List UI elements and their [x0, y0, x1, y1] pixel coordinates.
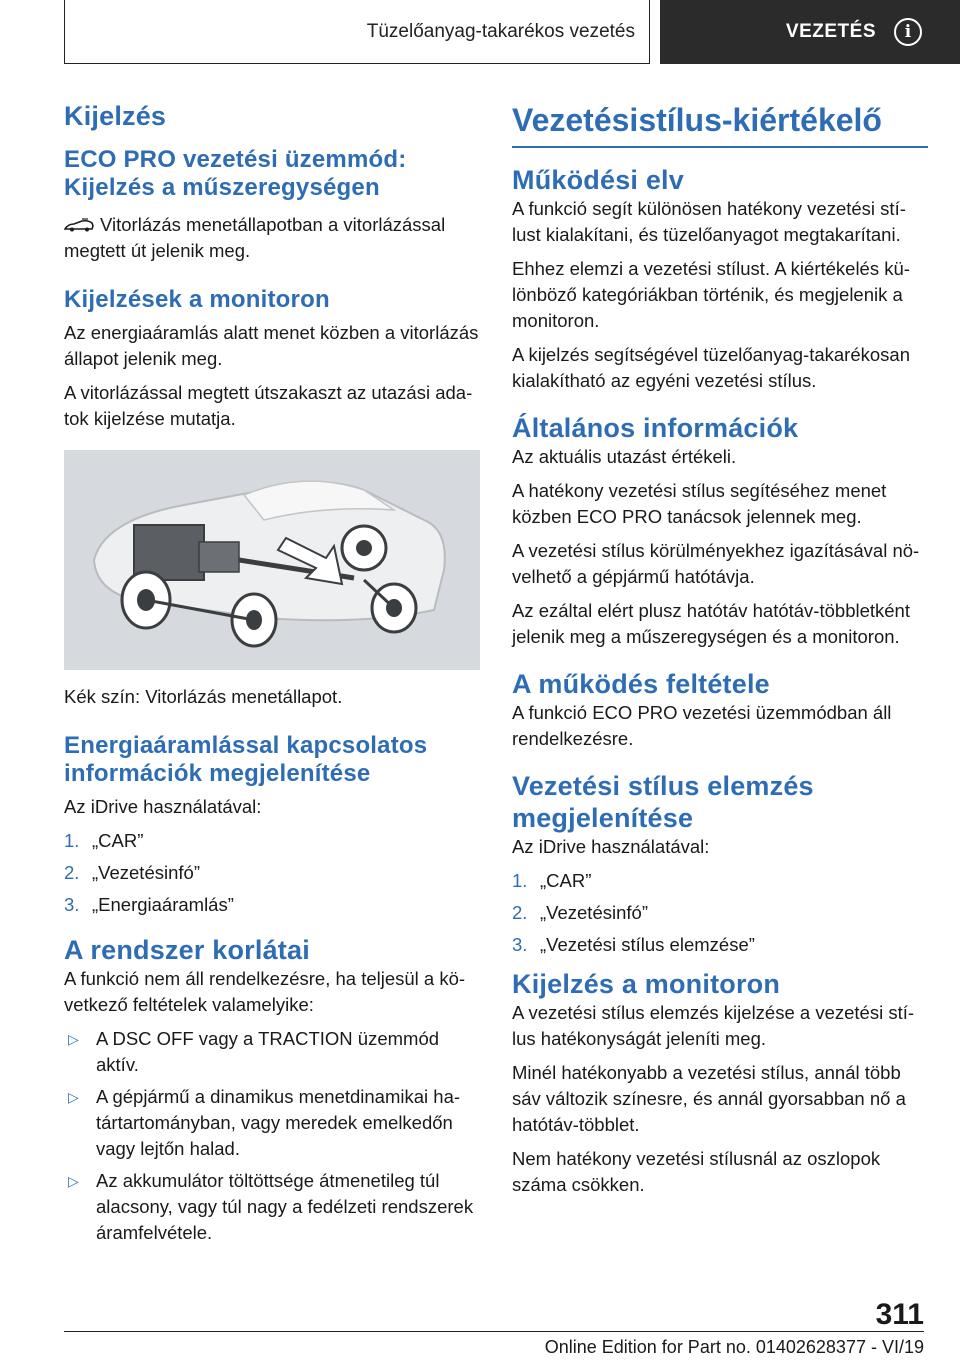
triangle-bullet-icon: ▷ — [68, 1089, 79, 1105]
limits-paragraph: A funkció nem áll rendelkezésre, ha teljesül a következő feltételek valamelyike: — [64, 968, 466, 1015]
left-column — [64, 100, 480, 1252]
step-text: „CAR” — [540, 870, 592, 891]
monitor-display-paragraph-3: Nem hatékony vezetési stílusnál az oszlopok száma csökken. — [512, 1148, 881, 1195]
heading-eco-pro: ECO PRO vezetési üzemmód: Kijelzés a műszeregységen — [64, 146, 407, 201]
list-item — [64, 892, 480, 918]
bullet-text: Az akkumulátor töltöttsége átmenetileg túl alacsony, vagy túl nagy a fedélzeti rendszerek áramfelvétele. — [96, 1170, 474, 1243]
list-item — [64, 828, 480, 854]
step-number: 2. — [512, 902, 528, 923]
section-header — [660, 0, 960, 64]
heading-condition: A működés feltétele — [512, 669, 770, 699]
step-number: 3. — [512, 934, 528, 955]
list-item — [512, 868, 928, 894]
principle-paragraph-3: A kijelzés segítségével tüzelőanyag-takarékosan kialakítható az egyéni vezetési stílus. — [512, 344, 910, 391]
monitor-paragraph-2: A vitorlázással megtett útszakaszt az utazási adatok kijelzése mutatja. — [64, 382, 473, 429]
car-illustration — [64, 450, 480, 670]
figure-caption: Kék szín: Vitorlázás menetállapot. — [64, 686, 343, 707]
heading-kijelzes: Kijelzés — [64, 101, 167, 131]
info-icon[interactable] — [894, 18, 922, 46]
energy-steps-list — [64, 828, 480, 918]
heading-limits: A rendszer korlátai — [64, 935, 310, 965]
car-cutaway-image — [64, 450, 480, 670]
idrive-paragraph: Az iDrive használatával: — [64, 796, 262, 817]
eco-text: Vitorlázás menetállapotban a vitorlázással megtett út jelenik meg. — [64, 214, 446, 261]
principle-paragraph-2: Ehhez elemzi a vezetési stílust. A kiértékelés különböző kategóriákban történik, és megjelenik a monitoron. — [512, 258, 910, 331]
general-paragraph-2: A hatékony vezetési stílus segítéséhez menet közben ECO PRO tanácsok jelennek meg. — [512, 480, 887, 527]
list-item — [512, 900, 928, 926]
list-item — [512, 932, 928, 958]
heading-analysis: Vezetési stílus elemzés megjelenítése — [512, 771, 814, 833]
section-title: VEZETÉS — [785, 21, 876, 42]
chapter-title: Tüzelőanyag-takarékos vezetés — [366, 20, 635, 42]
list-item — [64, 1168, 480, 1246]
principle-paragraph-1: A funkció segít különösen hatékony vezetési stílust kialakítani, és tüzelőanyagot megtakarítani. — [512, 198, 906, 245]
right-column — [512, 100, 928, 1206]
triangle-bullet-icon: ▷ — [68, 1031, 79, 1047]
eco-paragraph — [64, 212, 480, 264]
condition-paragraph: A funkció ECO PRO vezetési üzemmódban áll rendelkezésre. — [512, 702, 892, 749]
idrive-paragraph-right: Az iDrive használatával: — [512, 836, 710, 857]
monitor-display-paragraph-2: Minél hatékonyabb a vezetési stílus, annál több sáv változik színesre, és annál gyorsabban nő a hatótáv-többlet. — [512, 1062, 906, 1135]
step-text: „Vezetésinfó” — [540, 902, 648, 923]
step-text: „Vezetésinfó” — [92, 862, 200, 883]
bullet-text: A gépjármű a dinamikus menetdinamikai határtartományban, vagy meredek emelkedőn vagy lejtőn halad. — [96, 1086, 461, 1159]
step-number: 3. — [64, 894, 80, 915]
monitor-display-paragraph-1: A vezetési stílus elemzés kijelzése a vezetési stílus hatékonyságát jeleníti meg. — [512, 1002, 915, 1049]
step-text: „CAR” — [92, 830, 144, 851]
monitor-paragraph-1: Az energiaáramlás alatt menet közben a vitorlázás állapot jelenik meg. — [64, 322, 479, 369]
limits-bullet-list — [64, 1026, 480, 1246]
heading-general: Általános információk — [512, 413, 799, 443]
general-paragraph-4: Az ezáltal elért plusz hatótáv hatótáv-többletként jelenik meg a műszeregységen és a monitoron. — [512, 600, 910, 647]
step-text: „Energiaáramlás” — [92, 894, 234, 915]
list-item — [64, 860, 480, 886]
step-number: 2. — [64, 862, 80, 883]
heading-monitor: Kijelzések a monitoron — [64, 286, 330, 313]
info-icon-glyph: i — [904, 22, 912, 42]
analysis-steps-list — [512, 868, 928, 958]
edition-text: Online Edition for Part no. 01402628377 - VI/19 — [544, 1337, 924, 1357]
general-paragraph-1: Az aktuális utazást értékeli. — [512, 446, 737, 467]
page-title: Vezetésistílus-kiértékelő — [512, 100, 928, 148]
bullet-text: A DSC OFF vagy a TRACTION üzemmód aktív. — [96, 1028, 440, 1075]
heading-monitor-display: Kijelzés a monitoron — [512, 969, 781, 999]
sailing-car-icon — [64, 218, 94, 232]
footer-edition — [545, 1337, 924, 1358]
step-text: „Vezetési stílus elemzése” — [540, 934, 755, 955]
page-number: 311 — [875, 1298, 924, 1331]
step-number: 1. — [512, 870, 528, 891]
list-item — [64, 1026, 480, 1078]
heading-energy-flow: Energiaáramlással kapcsolatos információk megjelenítése — [64, 732, 428, 787]
list-item — [64, 1084, 480, 1162]
triangle-bullet-icon: ▷ — [68, 1173, 79, 1189]
heading-principle: Működési elv — [512, 165, 684, 195]
general-paragraph-3: A vezetési stílus körülményekhez igazításával növelhető a gépjármű hatótávja. — [512, 540, 920, 587]
footer-rule — [64, 1331, 924, 1332]
step-number: 1. — [64, 830, 80, 851]
chapter-header — [64, 0, 650, 64]
